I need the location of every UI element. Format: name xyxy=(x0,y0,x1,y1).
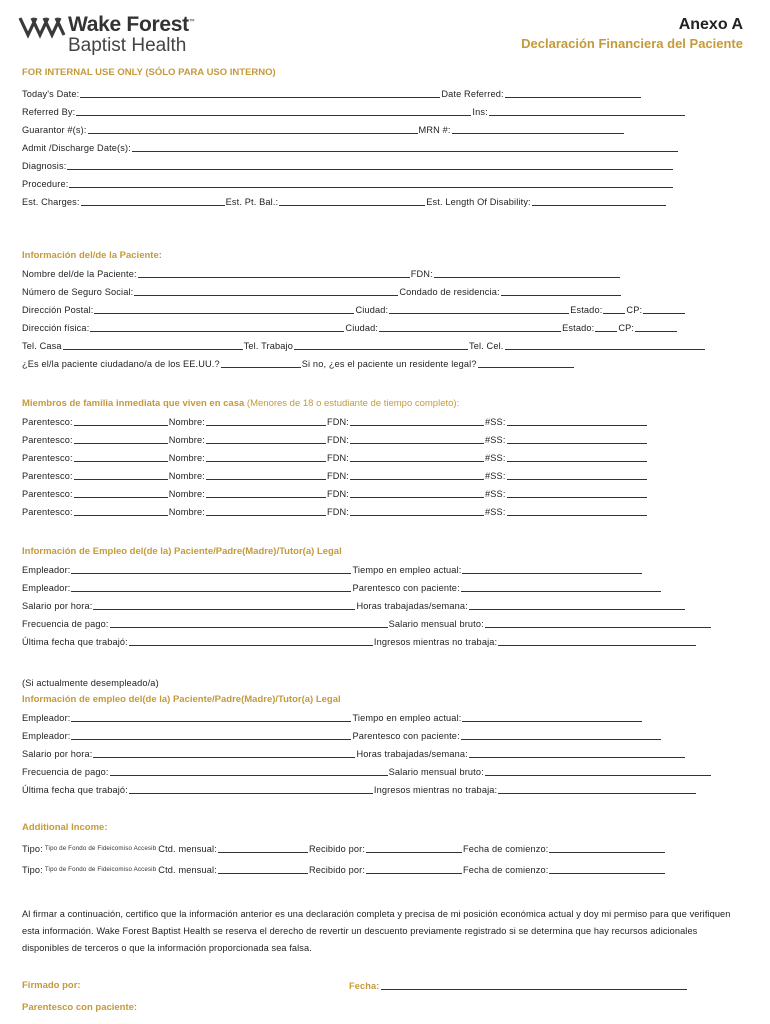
estimates-row xyxy=(22,196,667,207)
admit-row xyxy=(22,142,679,153)
phone-row xyxy=(22,340,706,351)
salario-mensual-field[interactable] xyxy=(485,618,711,628)
salario-mensual-label: Salario mensual bruto: xyxy=(388,767,484,777)
additional-heading: Additional Income: xyxy=(22,822,108,833)
employment-row xyxy=(22,784,697,795)
physical-cp-label: CP: xyxy=(618,323,635,333)
physical-city-field[interactable] xyxy=(379,322,561,332)
ctd-field[interactable] xyxy=(218,864,308,874)
salario-mensual-label: Salario mensual bruto: xyxy=(388,619,484,629)
family-ss-label: #SS: xyxy=(485,471,506,481)
family-fdn-label: FDN: xyxy=(326,489,350,499)
physical-cp-field[interactable] xyxy=(635,322,677,332)
todays-date-label: Today's Date: xyxy=(22,89,80,99)
postal-city-field[interactable] xyxy=(389,304,569,314)
salario-hora-field[interactable] xyxy=(93,748,355,758)
tiempo-label: Tiempo en empleo actual: xyxy=(352,713,462,723)
horas-label: Horas trabajadas/semana: xyxy=(356,601,468,611)
family-nombre-label: Nombre: xyxy=(168,453,205,463)
est-charges-label: Est. Charges: xyxy=(22,197,80,207)
tipo-label: Tipo: xyxy=(22,865,43,875)
ingresos-field[interactable] xyxy=(498,784,696,794)
employment-row xyxy=(22,730,662,741)
family-nombre-field[interactable] xyxy=(206,506,326,516)
salario-hora-field[interactable] xyxy=(93,600,355,610)
frecuencia-label: Frecuencia de pago: xyxy=(22,619,109,629)
internal-heading: FOR INTERNAL USE ONLY (SÓLO PARA USO INTERNO) xyxy=(22,67,276,78)
mrn-label: MRN #: xyxy=(418,125,451,135)
family-heading-note: (Menores de 18 o estudiante de tiempo completo): xyxy=(246,398,460,409)
employment-row xyxy=(22,582,662,593)
employment-row xyxy=(22,564,643,575)
guarantor-row xyxy=(22,124,625,135)
form-subtitle: Declaración Financiera del Paciente xyxy=(521,36,743,51)
family-fdn-label: FDN: xyxy=(326,453,350,463)
postal-field[interactable] xyxy=(94,304,354,314)
family-nombre-field[interactable] xyxy=(206,470,326,480)
employment-row xyxy=(22,600,686,611)
empleador-label: Empleador: xyxy=(22,565,71,575)
physical-state-label: Estado: xyxy=(562,323,595,333)
family-ss-field[interactable] xyxy=(507,452,647,462)
physical-field[interactable] xyxy=(90,322,344,332)
empleador2-label: Empleador: xyxy=(22,583,71,593)
ultima-label: Última fecha que trabajó: xyxy=(22,637,128,647)
fecha-comienzo-label: Fecha de comienzo: xyxy=(463,865,549,875)
fecha-comienzo-field[interactable] xyxy=(549,843,665,853)
family-nombre-field[interactable] xyxy=(206,488,326,498)
procedure-label: Procedure: xyxy=(22,179,69,189)
family-parentesco-label: Parentesco: xyxy=(22,417,73,427)
salario-hora-label: Salario por hora: xyxy=(22,601,93,611)
logo-mark-icon xyxy=(18,15,66,39)
family-fdn-label: FDN: xyxy=(326,471,350,481)
family-row xyxy=(22,488,648,499)
empleador-label: Empleador: xyxy=(22,713,71,723)
family-nombre-label: Nombre: xyxy=(168,435,205,445)
signed-by-label: Firmado por: xyxy=(22,980,81,991)
family-ss-label: #SS: xyxy=(485,435,506,445)
parentesco-label: Parentesco con paciente: xyxy=(352,731,460,741)
family-ss-label: #SS: xyxy=(485,417,506,427)
family-row xyxy=(22,434,648,445)
patient-fdn-label: FDN: xyxy=(410,269,433,279)
empleador-field[interactable] xyxy=(71,564,351,574)
family-fdn-field[interactable] xyxy=(350,452,484,462)
annex-title: Anexo A xyxy=(678,16,743,33)
parentesco-field[interactable] xyxy=(461,730,661,740)
tel-cel-label: Tel. Cel. xyxy=(468,341,504,351)
family-fdn-field[interactable] xyxy=(350,434,484,444)
ultima-field[interactable] xyxy=(129,784,373,794)
family-row xyxy=(22,470,648,481)
admit-label: Admit /Discharge Date(s): xyxy=(22,143,131,153)
family-parentesco-label: Parentesco: xyxy=(22,453,73,463)
employment-row xyxy=(22,748,686,759)
tiempo-field[interactable] xyxy=(462,712,642,722)
ultima-field[interactable] xyxy=(129,636,373,646)
ingresos-label: Ingresos mientras no trabaja: xyxy=(373,637,498,647)
est-length-label: Est. Length Of Disability: xyxy=(426,197,531,207)
family-nombre-label: Nombre: xyxy=(168,507,205,517)
ultima-label: Última fecha que trabajó: xyxy=(22,785,128,795)
recibido-label: Recibido por: xyxy=(308,844,366,854)
procedure-field[interactable] xyxy=(69,178,673,188)
ssn-label: Número de Seguro Social: xyxy=(22,287,134,297)
ins-field[interactable] xyxy=(489,106,685,116)
ingresos-label: Ingresos mientras no trabaja: xyxy=(373,785,498,795)
logo-line1: Wake Forest™ xyxy=(68,13,195,36)
postal-state-field[interactable] xyxy=(603,304,625,314)
tel-trabajo-field[interactable] xyxy=(294,340,468,350)
date-referred-field[interactable] xyxy=(505,88,641,98)
ssn-field[interactable] xyxy=(134,286,398,296)
empleador2-label: Empleador: xyxy=(22,731,71,741)
guarantor-field[interactable] xyxy=(88,124,418,134)
employment-row xyxy=(22,712,643,723)
resident-field[interactable] xyxy=(478,358,574,368)
family-parentesco-label: Parentesco: xyxy=(22,489,73,499)
sign-date-label: Fecha: xyxy=(349,981,380,991)
patient-heading: Información del/de la Paciente: xyxy=(22,250,162,261)
tiempo-field[interactable] xyxy=(462,564,642,574)
ctd-label: Ctd. mensual: xyxy=(158,865,217,875)
family-fdn-label: FDN: xyxy=(326,507,350,517)
fecha-comienzo-label: Fecha de comienzo: xyxy=(463,844,549,854)
horas-field[interactable] xyxy=(469,748,685,758)
family-ss-field[interactable] xyxy=(507,506,647,516)
family-row xyxy=(22,452,648,463)
horas-field[interactable] xyxy=(469,600,685,610)
unemployed-note: (Si actualmente desempleado/a) xyxy=(22,678,159,688)
family-ss-label: #SS: xyxy=(485,489,506,499)
tipo-select[interactable]: Tipo de Fondo de Fideicomiso Accesib xyxy=(44,866,157,873)
est-pt-bal-field[interactable] xyxy=(279,196,425,206)
family-parentesco-label: Parentesco: xyxy=(22,435,73,445)
employment-row xyxy=(22,636,697,647)
family-nombre-field[interactable] xyxy=(206,416,326,426)
fecha-comienzo-field[interactable] xyxy=(549,864,665,874)
salario-mensual-field[interactable] xyxy=(485,766,711,776)
date-referred-label: Date Referred: xyxy=(441,89,504,99)
diagnosis-label: Diagnosis: xyxy=(22,161,67,171)
guarantor-label: Guarantor #(s): xyxy=(22,125,87,135)
citizen-label: ¿Es el/la paciente ciudadano/a de los EE.UU.? xyxy=(22,359,220,369)
employment-row xyxy=(22,766,712,777)
mrn-field[interactable] xyxy=(452,124,624,134)
family-fdn-label: FDN: xyxy=(326,417,350,427)
family-row xyxy=(22,506,648,517)
sign-relationship-label: Parentesco con paciente: xyxy=(22,1002,138,1013)
est-length-field[interactable] xyxy=(532,196,666,206)
physical-city-label: Ciudad: xyxy=(345,323,379,333)
salario-hora-label: Salario por hora: xyxy=(22,749,93,759)
family-nombre-field[interactable] xyxy=(206,434,326,444)
physical-label: Dirección física: xyxy=(22,323,90,333)
diagnosis-row xyxy=(22,160,674,171)
recibido-field[interactable] xyxy=(366,864,462,874)
fecha-row xyxy=(349,980,688,991)
tipo-label: Tipo: xyxy=(22,844,43,854)
referred-by-row xyxy=(22,106,686,117)
referred-by-label: Referred By: xyxy=(22,107,76,117)
postal-cp-label: CP: xyxy=(626,305,643,315)
family-parentesco-field[interactable] xyxy=(74,434,168,444)
citizen-row xyxy=(22,358,575,369)
frecuencia-label: Frecuencia de pago: xyxy=(22,767,109,777)
empleador2-field[interactable] xyxy=(71,582,351,592)
family-ss-field[interactable] xyxy=(507,470,647,480)
family-parentesco-field[interactable] xyxy=(74,506,168,516)
ingresos-field[interactable] xyxy=(498,636,696,646)
family-fdn-field[interactable] xyxy=(350,416,484,426)
tel-cel-field[interactable] xyxy=(505,340,705,350)
unemployed-heading: Información de empleo del(de la) Paciente/Padre(Madre)/Tutor(a) Legal xyxy=(22,694,341,705)
postal-cp-field[interactable] xyxy=(643,304,685,314)
admit-field[interactable] xyxy=(132,142,678,152)
citizen-field[interactable] xyxy=(221,358,301,368)
resident-label: Si no, ¿es el paciente un residente legal? xyxy=(301,359,477,369)
postal-label: Dirección Postal: xyxy=(22,305,94,315)
family-parentesco-field[interactable] xyxy=(74,488,168,498)
postal-city-label: Ciudad: xyxy=(355,305,389,315)
patient-name-field[interactable] xyxy=(138,268,410,278)
recibido-label: Recibido por: xyxy=(308,865,366,875)
recibido-field[interactable] xyxy=(366,843,462,853)
family-parentesco-field[interactable] xyxy=(74,452,168,462)
additional-row xyxy=(22,843,666,854)
family-ss-field[interactable] xyxy=(507,434,647,444)
family-ss-label: #SS: xyxy=(485,453,506,463)
county-field[interactable] xyxy=(501,286,621,296)
procedure-row xyxy=(22,178,674,189)
employment-heading: Información de Empleo del(de la) Paciente/Padre(Madre)/Tutor(a) Legal xyxy=(22,546,342,557)
additional-row xyxy=(22,864,666,875)
family-fdn-label: FDN: xyxy=(326,435,350,445)
family-parentesco-label: Parentesco: xyxy=(22,471,73,481)
declaration-text: Al firmar a continuación, certifico que la información anterior es una declaración completa y precisa de mi posición económica actual y doy mi permiso para que verifiquen esta información. Wake Forest Baptist Health se reserva el derecho de revertir un descuento previamente registrado si se determina que hay recursos adicionales disponibles de terceros o que la información proporcionada sea falsa. xyxy=(22,909,731,953)
family-fdn-field[interactable] xyxy=(350,506,484,516)
ctd-field[interactable] xyxy=(218,843,308,853)
family-nombre-label: Nombre: xyxy=(168,471,205,481)
frecuencia-field[interactable] xyxy=(110,766,388,776)
postal-state-label: Estado: xyxy=(570,305,603,315)
family-parentesco-label: Parentesco: xyxy=(22,507,73,517)
family-ss-field[interactable] xyxy=(507,416,647,426)
postal-row xyxy=(22,304,686,315)
logo-line2: Baptist Health xyxy=(68,35,187,56)
physical-state-field[interactable] xyxy=(595,322,617,332)
patient-name-row xyxy=(22,268,621,279)
family-fdn-field[interactable] xyxy=(350,488,484,498)
family-ss-field[interactable] xyxy=(507,488,647,498)
empleador2-field[interactable] xyxy=(71,730,351,740)
family-ss-label: #SS: xyxy=(485,507,506,517)
family-heading-text: Miembros de familia inmediata que viven en casa xyxy=(22,398,245,409)
horas-label: Horas trabajadas/semana: xyxy=(356,749,468,759)
sign-date-field[interactable] xyxy=(381,980,687,990)
family-heading xyxy=(22,398,459,409)
tipo-select[interactable]: Tipo de Fondo de Fideicomiso Accesib xyxy=(44,845,157,852)
signature-field[interactable] xyxy=(190,978,330,990)
county-label: Condado de residencia: xyxy=(399,287,500,297)
patient-name-label: Nombre del/de la Paciente: xyxy=(22,269,137,279)
referred-by-field[interactable] xyxy=(76,106,471,116)
todays-date-row xyxy=(22,88,642,99)
family-row xyxy=(22,416,648,427)
family-nombre-label: Nombre: xyxy=(168,417,205,427)
est-pt-bal-label: Est. Pt. Bal.: xyxy=(225,197,279,207)
tiempo-label: Tiempo en empleo actual: xyxy=(352,565,462,575)
logo xyxy=(18,13,218,61)
patient-fdn-field[interactable] xyxy=(434,268,620,278)
physical-row xyxy=(22,322,678,333)
ins-label: Ins: xyxy=(472,107,488,117)
est-charges-field[interactable] xyxy=(81,196,225,206)
family-parentesco-field[interactable] xyxy=(74,470,168,480)
family-nombre-label: Nombre: xyxy=(168,489,205,499)
employment-row xyxy=(22,618,712,629)
tel-casa-label: Tel. Casa xyxy=(22,341,62,351)
diagnosis-field[interactable] xyxy=(67,160,673,170)
tel-trabajo-label: Tel. Trabajo xyxy=(243,341,293,351)
parentesco-label: Parentesco con paciente: xyxy=(352,583,460,593)
ctd-label: Ctd. mensual: xyxy=(158,844,217,854)
tel-casa-field[interactable] xyxy=(63,340,243,350)
parentesco-field[interactable] xyxy=(461,582,661,592)
ssn-row xyxy=(22,286,622,297)
family-fdn-field[interactable] xyxy=(350,470,484,480)
frecuencia-field[interactable] xyxy=(110,618,388,628)
todays-date-field[interactable] xyxy=(80,88,440,98)
family-nombre-field[interactable] xyxy=(206,452,326,462)
empleador-field[interactable] xyxy=(71,712,351,722)
family-parentesco-field[interactable] xyxy=(74,416,168,426)
